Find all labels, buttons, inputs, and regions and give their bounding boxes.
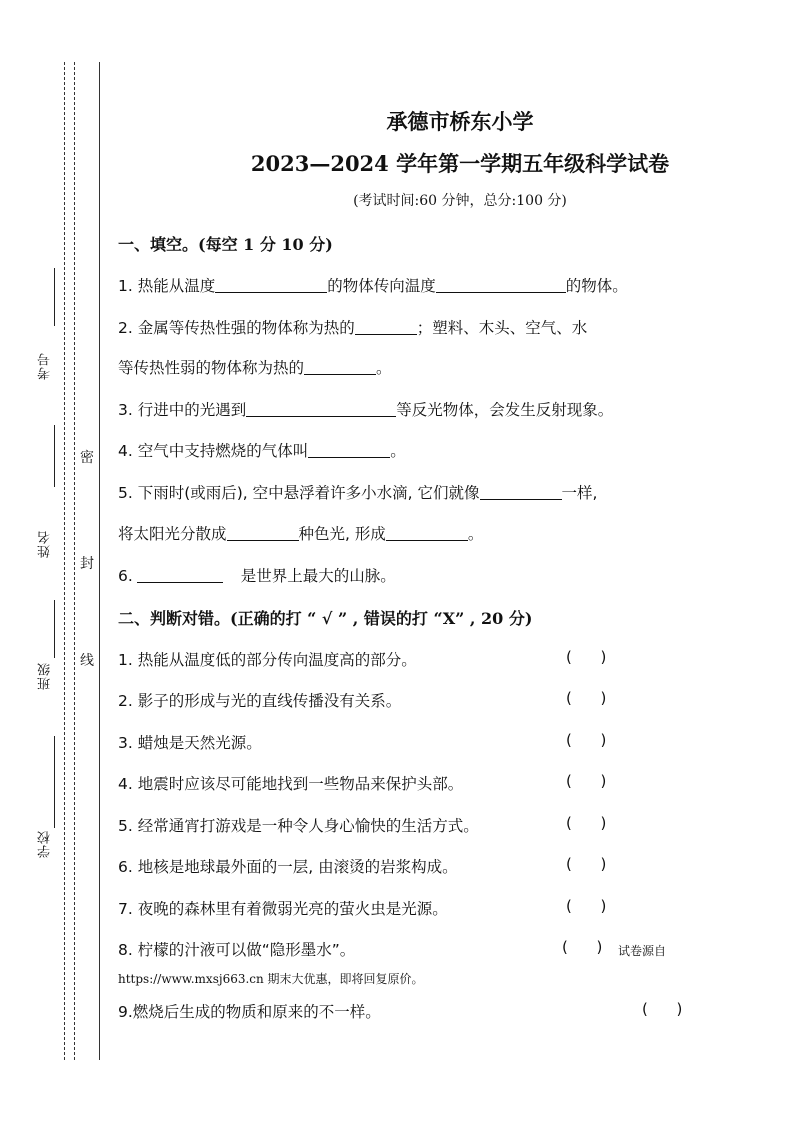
class-line <box>54 600 55 658</box>
q2-text-b: ；塑料、木头、空气、水 <box>416 319 588 337</box>
q5-blank-3[interactable] <box>386 525 468 542</box>
judge-answer-3[interactable]: ( ) <box>566 731 607 749</box>
q1-blank-1[interactable] <box>215 277 327 294</box>
section1-heading: 一、填空。(每空 1 分 10 分) <box>118 235 333 254</box>
judge-item-3: 3. 蜡烛是天然光源。 <box>118 734 262 752</box>
judge-item-2: 2. 影子的形成与光的直线传播没有关系。 <box>118 692 402 710</box>
q1-text-a: 1. 热能从温度 <box>118 277 216 295</box>
q5-blank-1[interactable] <box>480 484 562 501</box>
seal-char-mi: 密 <box>80 450 94 466</box>
judge-answer-6[interactable]: ( ) <box>566 855 607 873</box>
judge-item-5: 5. 经常通宵打游戏是一种令人身心愉快的生活方式。 <box>118 817 479 835</box>
school-title: 承德市桥东小学 <box>386 109 534 134</box>
q5-text-e: 。 <box>467 525 484 543</box>
exam-number-line <box>54 268 55 326</box>
judge-item-9: 9.燃烧后生成的物质和原来的不一样。 <box>118 1003 381 1021</box>
q5-text-c: 将太阳光分散成 <box>118 525 227 543</box>
judge-answer-4[interactable]: ( ) <box>566 772 607 790</box>
school-line <box>54 736 55 828</box>
fill-q5-line1 <box>118 481 597 503</box>
judge-answer-8[interactable]: ( ) <box>562 938 603 956</box>
q6-blank[interactable] <box>137 567 223 584</box>
judge-item-6: 6. 地核是地球最外面的一层, 由滚烫的岩浆构成。 <box>118 858 458 876</box>
fill-q5-line2 <box>118 522 483 544</box>
q2-text-d: 。 <box>376 359 392 377</box>
q2-text-c: 等传热性弱的物体称为热的 <box>118 359 305 377</box>
name-line <box>54 425 55 487</box>
seal-char-xian: 线 <box>80 653 94 669</box>
q5-text-d: 种色光, 形成 <box>298 525 386 543</box>
judge-answer-7[interactable]: ( ) <box>566 897 607 915</box>
class-label: 班级 <box>38 662 53 690</box>
q2-text-a: 2. 金属等传热性强的物体称为热的 <box>118 319 355 337</box>
fill-q6 <box>118 564 396 586</box>
fill-q2-line1 <box>118 316 587 338</box>
fill-q4 <box>118 439 406 461</box>
binding-dashed-line-1 <box>64 62 65 1060</box>
q6-text-b: 是世界上最大的山脉。 <box>240 567 396 585</box>
q1-text-c: 的物体。 <box>565 277 628 295</box>
q4-text-a: 4. 空气中支持燃烧的气体叫 <box>118 442 309 460</box>
exam-number-label: 考号 <box>38 352 53 380</box>
judge-answer-9[interactable]: ( ) <box>642 1000 683 1018</box>
binding-solid-line <box>99 62 100 1060</box>
exam-title: 2023—2024 学年第一学期五年级科学试卷 <box>250 151 670 176</box>
source-url-line: https://www.mxsj663.cn 期末大优惠，即将回复原价。 <box>118 972 424 986</box>
seal-char-feng: 封 <box>80 556 94 572</box>
q4-text-b: 。 <box>390 442 406 460</box>
q5-text-b: 一样, <box>561 484 598 502</box>
judge-answer-1[interactable]: ( ) <box>566 648 607 666</box>
fill-q2-line2 <box>118 356 392 378</box>
q5-text-a: 5. 下雨时(或雨后), 空中悬浮着许多小水滴, 它们就像 <box>118 484 480 502</box>
judge-answer-5[interactable]: ( ) <box>566 814 607 832</box>
source-note: 试卷源自 <box>618 944 667 958</box>
section2-heading: 二、判断对错。(正确的打 “ √ ” , 错误的打 “X” , 20 分) <box>118 609 533 628</box>
q2-blank-2[interactable] <box>304 359 376 376</box>
judge-item-7: 7. 夜晚的森林里有着微弱光亮的萤火虫是光源。 <box>118 900 448 918</box>
judge-item-8: 8. 柠檬的汁液可以做“隐形墨水”。 <box>118 941 356 959</box>
judge-item-4: 4. 地震时应该尽可能地找到一些物品来保护头部。 <box>118 775 464 793</box>
school-label: 学校 <box>38 830 53 858</box>
q4-blank[interactable] <box>308 442 390 459</box>
judge-item-1: 1. 热能从温度低的部分传向温度高的部分。 <box>118 651 417 669</box>
q3-blank[interactable] <box>246 401 396 418</box>
q3-text-a: 3. 行进中的光遇到 <box>118 401 247 419</box>
q2-blank-1[interactable] <box>355 319 417 336</box>
fill-q1 <box>118 274 628 296</box>
name-label: 姓名 <box>38 530 53 558</box>
q1-blank-2[interactable] <box>436 277 566 294</box>
q6-text-a: 6. <box>118 567 133 585</box>
q5-blank-2[interactable] <box>227 525 299 542</box>
q1-text-b: 的物体传向温度 <box>327 277 436 295</box>
exam-info: (考试时间:60 分钟，总分:100 分) <box>353 193 567 209</box>
q3-text-b: 等反光物体，会发生反射现象。 <box>396 401 614 419</box>
binding-dashed-line-2 <box>74 62 75 1060</box>
fill-q3 <box>118 398 613 420</box>
judge-answer-2[interactable]: ( ) <box>566 689 607 707</box>
